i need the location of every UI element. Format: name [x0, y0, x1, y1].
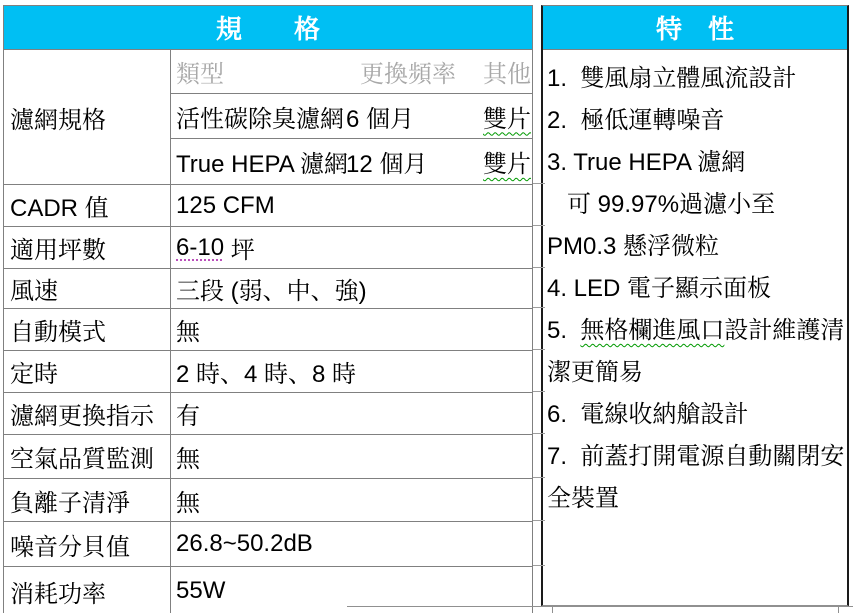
spec-row-automode: [4, 309, 532, 351]
gridline-tick: [533, 267, 545, 268]
feature-line-5-cont: 潔更簡易: [547, 359, 643, 386]
gridline-tick: [533, 349, 545, 350]
row-label: 負離子清淨: [4, 479, 171, 521]
feature-line-4: 4. LED 電子顯示面板: [547, 275, 772, 302]
row-label: 風速: [4, 269, 171, 308]
row-label-filter: 濾網規格: [4, 50, 171, 184]
marked-text: 6-10: [176, 233, 225, 261]
row-value: 55W: [176, 577, 226, 604]
filter-other: 雙片: [483, 151, 531, 179]
filter-other: 雙片: [483, 105, 531, 133]
row-label: CADR 值: [4, 185, 171, 226]
feature-line-3: 3. True HEPA 濾網: [547, 149, 746, 176]
spec-row-coverage: [4, 227, 532, 269]
feature-line-3-cont: 可 99.97%過濾小至: [567, 191, 776, 218]
row-value: 有: [176, 403, 200, 430]
gridline-tick: [533, 225, 545, 226]
features-title: 特 性: [543, 6, 847, 50]
row-value: 125 CFM: [176, 191, 275, 219]
gridline-tick: [533, 307, 545, 308]
filter-sub-table: [171, 50, 532, 184]
spec-table: [3, 5, 533, 613]
feature-line-6: 6. 電線收納艙設計: [547, 401, 749, 428]
feature-line-2: 2. 極低運轉噪音: [547, 107, 725, 134]
feature-line-7: 7. 前蓋打開電源自動關閉安: [547, 443, 845, 470]
spec-row-noise: [4, 522, 532, 567]
feature-line-1: 1. 雙風扇立體風流設計: [547, 65, 797, 92]
row-label: 噪音分貝值: [4, 522, 171, 566]
filter-col-frequency: 更換頻率: [360, 60, 456, 88]
gridline-tick: [533, 183, 545, 184]
row-value: 26.8~50.2dB: [176, 530, 313, 557]
filter-frequency: 6 個月: [346, 105, 415, 133]
filter-row-carbon: [171, 94, 532, 140]
features-panel: [541, 5, 849, 606]
filter-col-type: 類型: [176, 60, 224, 88]
gridline-tick: [533, 391, 545, 392]
features-list: [543, 50, 847, 520]
row-label: 消耗功率: [4, 567, 171, 613]
filter-col-other: 其他: [483, 60, 531, 88]
spec-row-air-quality: [4, 435, 532, 479]
row-value: 無: [176, 319, 200, 346]
row-label: 自動模式: [4, 309, 171, 350]
gridline-tick: [533, 433, 545, 434]
spec-row-ionizer: [4, 479, 532, 522]
filter-row-hepa: [171, 139, 532, 184]
row-value: 無: [176, 446, 200, 473]
row-label: 定時: [4, 351, 171, 392]
spec-row-cadr: [4, 185, 532, 227]
spec-table-title: 規 格: [4, 6, 532, 50]
feature-line-5: 5. 無格欄進風口設計維護清: [547, 317, 845, 344]
marked-text: 無格欄進風口: [580, 317, 725, 344]
spec-row-filter-indicator: [4, 393, 532, 435]
feature-line-3-cont2: PM0.3 懸浮微粒: [547, 233, 720, 260]
sheet-gridline: [838, 606, 839, 613]
row-label: 空氣品質監測: [4, 435, 171, 478]
filter-spec-row: [4, 50, 532, 185]
filter-type: True HEPA 濾網: [176, 151, 349, 179]
spec-row-timer: [4, 351, 532, 393]
row-value: 無: [176, 489, 200, 517]
row-label: 濾網更換指示: [4, 393, 171, 434]
filter-sub-header: [171, 50, 532, 94]
feature-line-7-cont: 全裝置: [547, 485, 619, 512]
sheet-gridline: [347, 606, 853, 607]
gridline-tick: [533, 520, 545, 521]
filter-type: 活性碳除臭濾網: [176, 105, 344, 133]
row-label: 適用坪數: [4, 227, 171, 268]
row-value: 2 時、4 時、8 時: [176, 361, 357, 388]
row-value: 三段 (弱、中、強): [176, 278, 367, 305]
gridline-tick: [533, 565, 545, 566]
gridline-tick: [533, 477, 545, 478]
spec-row-fanspeed: [4, 269, 532, 309]
filter-frequency: 12 個月: [346, 151, 428, 179]
sheet-gridline: [552, 606, 553, 613]
row-value: 6-10 坪: [176, 233, 255, 264]
